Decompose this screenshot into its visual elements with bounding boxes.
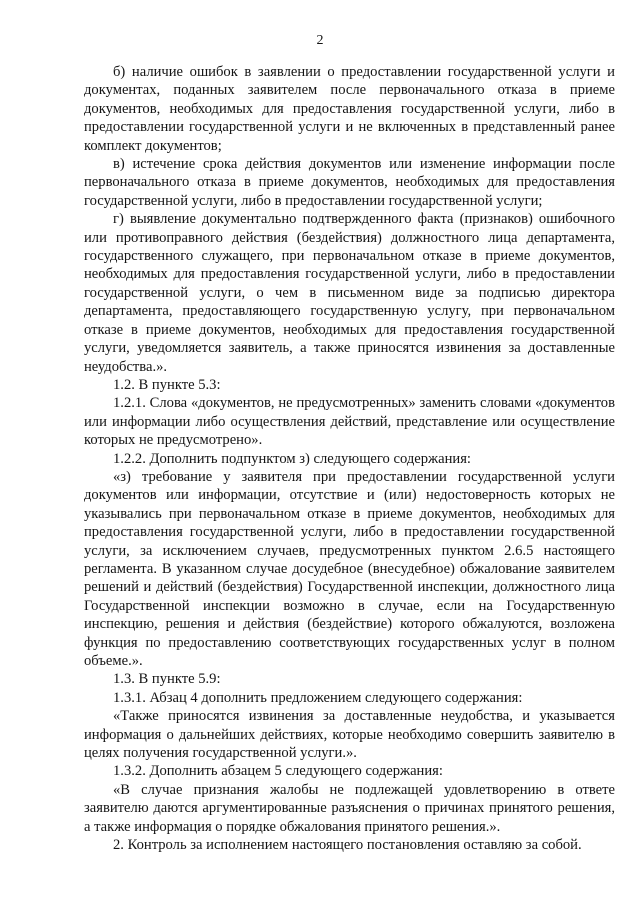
paragraph-item-1-2-1: 1.2.1. Слова «документов, не предусмотренных» заменить словами «документов или информации либо осуществления действий, представление или осуществление которых не предусмотрено».: [84, 395, 615, 449]
paragraph-document-expiry: в) истечение срока действия документов или изменение информации после первоначального отказа в приеме документов, необходимых для предоставления государственной услуги, либо в предоставлении государственной услуги;: [84, 156, 615, 209]
paragraph-control-clause: 2. Контроль за исполнением настоящего постановления оставляю за собой.: [113, 837, 582, 854]
paragraph-error-in-application: б) наличие ошибок в заявлении о предоставлении государственной услуги и документах, поданных заявителем после первоначального отказа в приеме документов, необходимых для предоставления государственной услуги, либо в предоставлении государственной услуги и не включенных в представленный ранее комплект документов;: [84, 64, 615, 154]
paragraph-complaint-rejection: «В случае признания жалобы не подлежащей удовлетворению в ответе заявителю даются аргументированные разъяснения о причинах принятого решения, а также информация о порядке обжалования принятого решения.».: [84, 781, 615, 835]
page-number: 2: [316, 33, 324, 48]
document-body: [84, 63, 615, 854]
paragraph-apology-text: «Также приносятся извинения за доставленные неудобства, и указывается информация о дальнейших действиях, которые необходимо совершить заявителю в целях получения государственной услуги.».: [84, 708, 615, 762]
paragraph-item-1-2: 1.2. В пункте 5.3:: [113, 376, 221, 393]
paragraph-subitem-z: «з) требование у заявителя при предоставлении государственной услуги документов или информации, отсутствие и (или) недостоверность которых не указывались при первоначальном отказе в приеме документов, необходимых для предоставления государственной услуги, либо в предоставлении государственной услуги, за исключением случаев, предусмотренных пунктом 2.6.5 настоящего регламента. В указанном случае досудебное (внесудебное) обжалование заявителем решений и действий (бездействия) Государственной инспекции, должностного лица Государственной инспекции возможно в случае, если на Государственную инспекцию, решения и действия (бездействие) которого обжалуются, возложена функция по предоставлению соответствующих государственных услуг в полном объеме.».: [84, 468, 615, 669]
paragraph-item-1-3: 1.3. В пункте 5.9:: [113, 671, 221, 688]
paragraph-item-1-2-2: 1.2.2. Дополнить подпунктом з) следующего содержания:: [113, 450, 471, 467]
paragraph-item-1-3-1: 1.3.1. Абзац 4 дополнить предложением следующего содержания:: [113, 689, 523, 706]
paragraph-unlawful-action: г) выявление документально подтвержденного факта (признаков) ошибочного или противоправного действия (бездействия) должностного лица департамента, государственного служащего, при первоначальном отказе в приеме документов, необходимых для предоставления государственной услуги, либо в предоставлении государственной услуги, о чем в письменном виде за подписью директора департамента, предоставляющего государственную услугу, при первоначальном отказе в приеме документов, необходимых для предоставления государственной услуги, уведомляется заявитель, а также приносятся извинения за доставленные неудобства.».: [84, 211, 615, 375]
paragraph-item-1-3-2: 1.3.2. Дополнить абзацем 5 следующего содержания:: [113, 763, 443, 780]
